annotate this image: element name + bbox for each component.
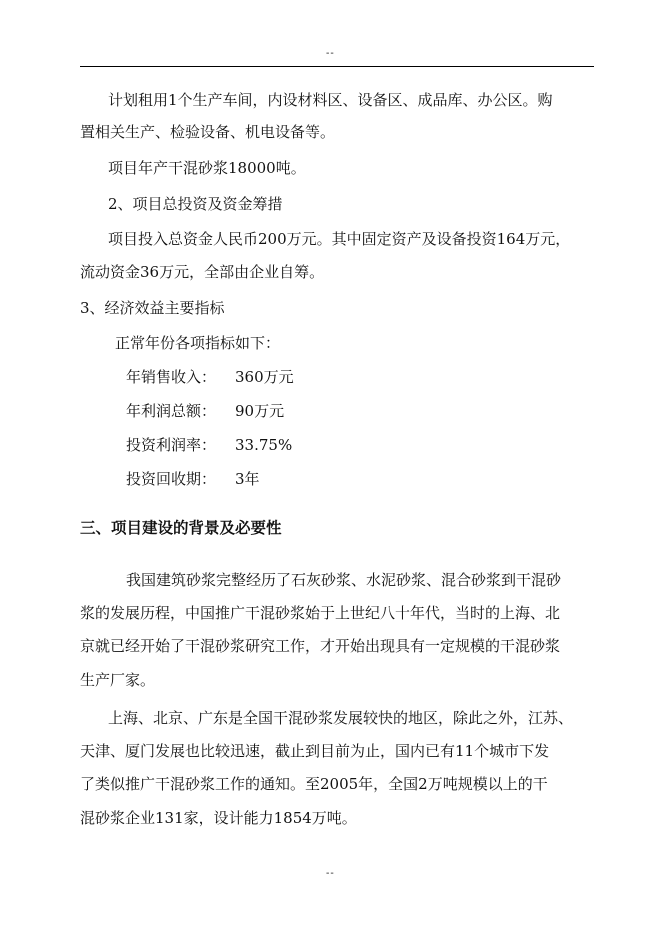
paragraph-1-line-4: 生产厂家。 [80,671,156,689]
metric-value-roi: 33.75% [235,436,293,454]
text-line-6: 流动资金36万元，全部由企业自筹。 [80,263,325,281]
paragraph-1-line-3: 京就已经开始了干混砂浆研究工作，才开始出现具有一定规模的干混砂浆 [80,637,561,655]
text-line-1: 计划租用1个生产车间，内设材料区、设备区、成品库、办公区。购 [108,91,553,109]
paragraph-1-line-1: 我国建筑砂浆完整经历了石灰砂浆、水泥砂浆、混合砂浆到干混砂 [126,571,562,589]
text-line-5: 项目投入总资金人民币200万元。其中固定资产及设备投资164万元， [108,230,571,248]
section-heading-background: 三、项目建设的背景及必要性 [80,519,282,537]
metric-label-roi: 投资利润率： [126,436,217,454]
footer-mark: -- [326,868,335,879]
section-2-title: 2、项目总投资及资金筹措 [108,195,283,213]
paragraph-2-line-3: 了类似推广干混砂浆工作的通知。至2005年，全国2万吨规模以上的干 [80,775,548,793]
metrics-intro: 正常年份各项指标如下： [115,334,281,352]
paragraph-2-line-1: 上海、北京、广东是全国干混砂浆发展较快的地区，除此之外，江苏、 [108,709,574,727]
metric-label-payback: 投资回收期： [126,470,217,488]
header-mark: -- [326,48,335,59]
metric-label-sales: 年销售收入： [126,368,217,386]
metric-value-profit: 90万元 [235,402,285,420]
paragraph-2-line-4: 混砂浆企业131家，设计能力1854万吨。 [80,809,357,827]
section-3-title: 3、经济效益主要指标 [80,299,225,317]
paragraph-2-line-2: 天津、厦门发展也比较迅速，截止到目前为止，国内已有11个城市下发 [80,742,550,760]
paragraph-1-line-2: 浆的发展历程，中国推广干混砂浆始于上世纪八十年代，当时的上海、北 [80,604,561,622]
text-line-3: 项目年产干混砂浆18000吨。 [108,159,306,177]
header-rule [80,66,594,67]
text-line-2: 置相关生产、检验设备、机电设备等。 [80,123,336,141]
metric-value-payback: 3年 [235,470,260,488]
metric-label-profit: 年利润总额： [126,402,217,420]
metric-value-sales: 360万元 [235,368,294,386]
